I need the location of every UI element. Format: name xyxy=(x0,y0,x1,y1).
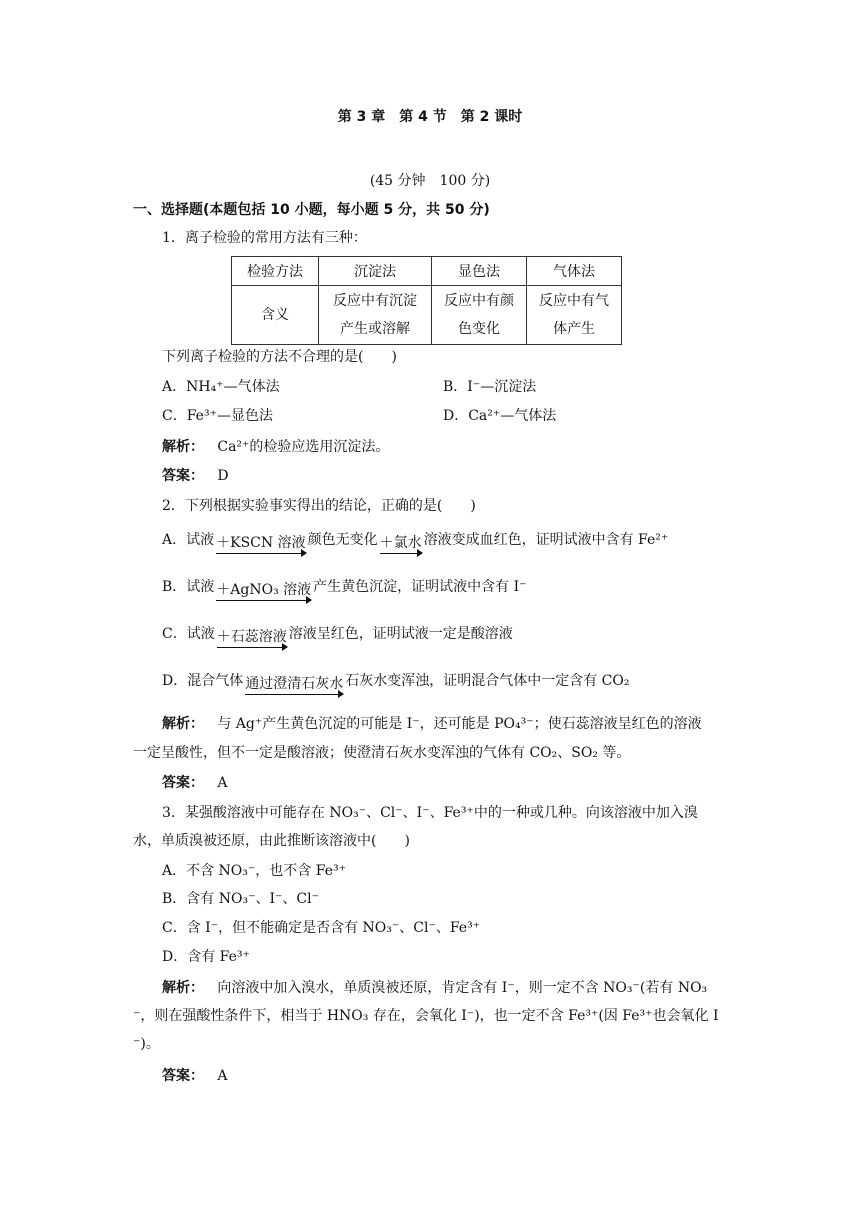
q3-analysis-cont2: ⁻)。 xyxy=(133,1036,160,1052)
q2-analysis-cont: 一定呈酸性，但不一定是酸溶液；使澄清石灰水变浑浊的气体有 CO₂、SO₂ 等。 xyxy=(133,745,631,761)
reaction-arrow: ＋石蕊溶液 xyxy=(215,629,289,648)
q1-table xyxy=(231,256,622,345)
q2-analysis: 解析： 与 Ag⁺产生黄色沉淀的可能是 I⁻，还可能是 PO₄³⁻；使石蕊溶液呈红色的溶液 xyxy=(162,716,702,732)
q3-answer: 答案： A xyxy=(162,1068,228,1084)
q3-analysis: 解析： 向溶液中加入溴水，单质溴被还原，肯定含有 I⁻，则一定不含 NO₃⁻(若有 NO₃ xyxy=(162,980,708,996)
q1-option-d: D．Ca²⁺—气体法 xyxy=(443,408,557,424)
q3-stem: 3．某强酸溶液中可能存在 NO₃⁻、Cl⁻、I⁻、Fe³⁺中的一种或几种。向该溶液中加入溴 xyxy=(162,805,698,821)
q1-option-c: C．Fe³⁺—显色法 xyxy=(162,408,273,424)
q3-option-d: D．含有 Fe³⁺ xyxy=(162,949,250,965)
reaction-arrow: ＋KSCN 溶液 xyxy=(214,535,307,554)
table-cell: 反应中有沉淀 产生或溶解 xyxy=(319,286,432,345)
q3-stem-cont: 水，单质溴被还原，由此推断该溶液中( ) xyxy=(133,833,410,849)
reaction-arrow: ＋AgNO₃ 溶液 xyxy=(214,582,313,601)
reaction-arrow: ＋氯水 xyxy=(378,535,424,554)
table-header: 检验方法 xyxy=(232,257,319,286)
table-header: 沉淀法 xyxy=(319,257,432,286)
q1-option-a: A．NH₄⁺—气体法 xyxy=(162,379,280,395)
table-row-label: 含义 xyxy=(232,286,319,345)
q3-option-c: C．含 I⁻，但不能确定是否含有 NO₃⁻、Cl⁻、Fe³⁺ xyxy=(162,920,481,936)
q1-question: 下列离子检验的方法不合理的是( ) xyxy=(162,349,397,365)
q1-stem: 1．离子检验的常用方法有三种： xyxy=(162,230,367,246)
q3-analysis-cont: ⁻，则在强酸性条件下，相当于 HNO₃ 存在，会氧化 I⁻)，也一定不含 Fe³⁺(因 Fe³⁺也会氧化 I xyxy=(133,1008,719,1024)
q2-answer: 答案： A xyxy=(162,775,228,791)
q3-option-b: B．含有 NO₃⁻、I⁻、Cl⁻ xyxy=(162,891,319,907)
q1-answer: 答案： D xyxy=(162,468,229,484)
table-header: 显色法 xyxy=(432,257,527,286)
table-cell: 反应中有气 体产生 xyxy=(527,286,622,345)
section-heading: 一、选择题(本题包括 10 小题，每小题 5 分，共 50 分) xyxy=(133,202,490,218)
q2-option-c: C．试液 ＋石蕊溶液 溶液呈红色，证明试液一定是酸溶液 xyxy=(162,620,513,648)
q2-option-b: B．试液 ＋AgNO₃ 溶液 产生黄色沉淀，证明试液中含有 I⁻ xyxy=(162,573,527,601)
q3-option-a: A．不含 NO₃⁻，也不含 Fe³⁺ xyxy=(162,863,346,879)
q2-option-a: A．试液 ＋KSCN 溶液 颜色无变化 ＋氯水 溶液变成血红色，证明试液中含有 Fe²⁺ xyxy=(162,526,668,554)
reaction-arrow: 通过澄清石灰水 xyxy=(243,676,345,695)
table-header: 气体法 xyxy=(527,257,622,286)
q2-stem: 2．下列根据实验事实得出的结论，正确的是( ) xyxy=(162,498,476,514)
q2-option-d: D．混合气体 通过澄清石灰水 石灰水变浑浊，证明混合气体中一定含有 CO₂ xyxy=(162,667,630,695)
page-title: 第 3 章 第 4 节 第 2 课时 xyxy=(337,109,523,125)
q1-option-b: B．I⁻—沉淀法 xyxy=(443,379,537,395)
q1-analysis: 解析： Ca²⁺的检验应选用沉淀法。 xyxy=(162,439,390,455)
table-cell: 反应中有颜 色变化 xyxy=(432,286,527,345)
page-subtitle: (45 分钟 100 分) xyxy=(369,173,491,189)
